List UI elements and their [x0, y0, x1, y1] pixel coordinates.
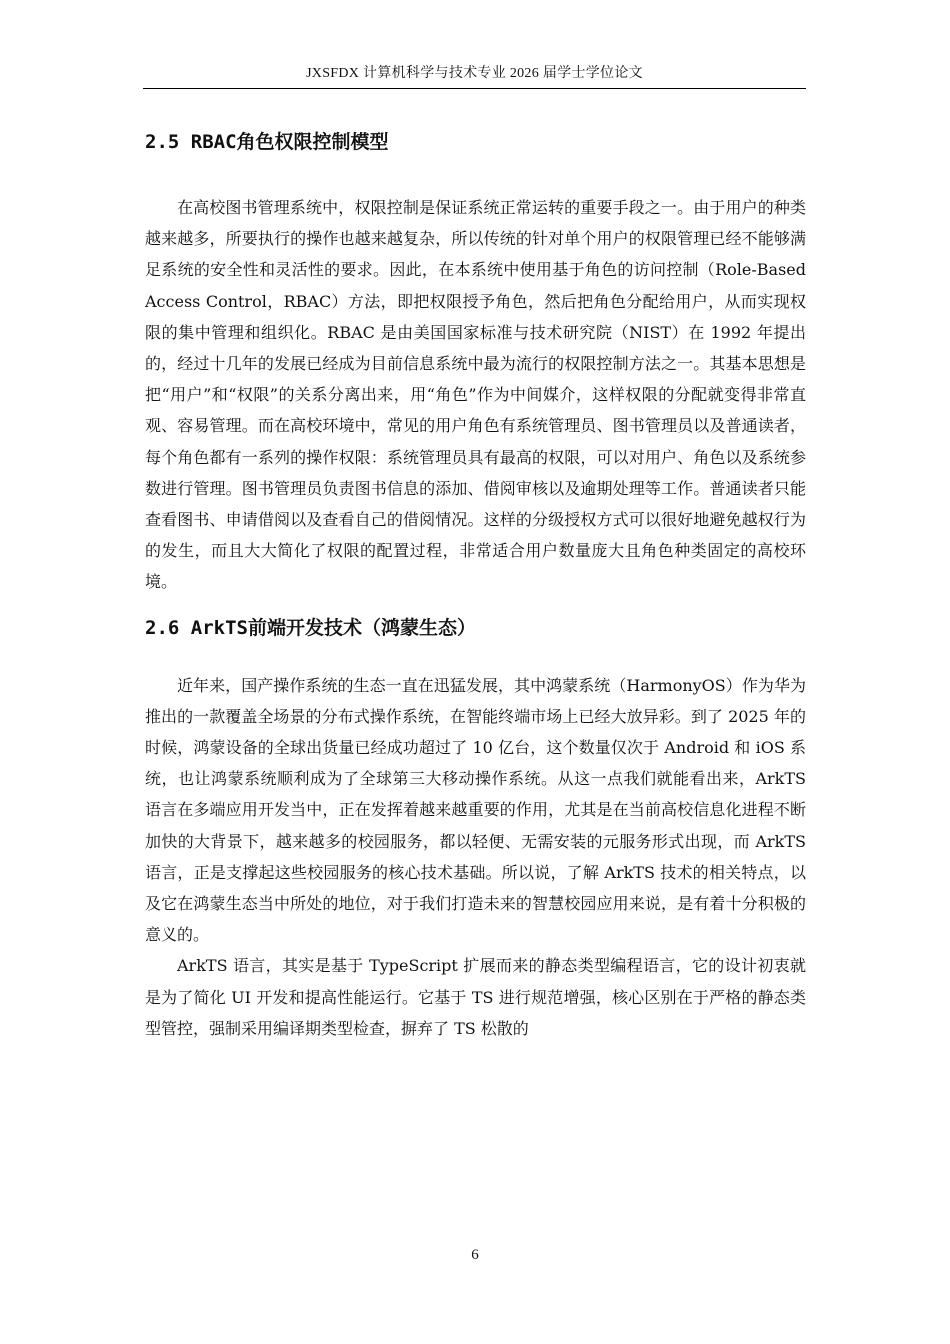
paragraph-rbac: 在高校图书管理系统中，权限控制是保证系统正常运转的重要手段之一。由于用户的种类越来越多，所要执行的操作也越来越复杂，所以传统的针对单个用户的权限管理已经不能够满足系统的安全性和灵活性的要求。因此，在本系统中使用基于角色的访问控制（Role-Based Access Control，RBAC）方法，即把权限授予角色，然后把角色分配给用户，从而实现权限的集中管理和组织化。RBAC 是由美国国家标准与技术研究院（NIST）在 1992 年提出的，经过十几年的发展已经成为目前信息系统中最为流行的权限控制方法之一。其基本思想是把“用户”和“权限”的关系分离出来，用“角色”作为中间媒介，这样权限的分配就变得非常直观、容易管理。而在高校环境中，常见的用户角色有系统管理员、图书管理员以及普通读者，每个角色都有一系列的操作权限：系统管理员具有最高的权限，可以对用户、角色以及系统参数进行管理。图书管理员负责图书信息的添加、借阅审核以及逾期处理等工作。普通读者只能查看图书、申请借阅以及查看自己的借阅情况。这样的分级授权方式可以很好地避免越权行为的发生，而且大大简化了权限的配置过程，非常适合用户数量庞大且角色种类固定的高校环境。 — [145, 198, 806, 592]
page-number: 6 — [471, 1247, 479, 1263]
paragraph-harmonyos: 近年来，国产操作系统的生态一直在迅猛发展，其中鸿蒙系统（HarmonyOS）作为华为推出的一款覆盖全场景的分布式操作系统，在智能终端市场上已经大放异彩。到了 2025 年的时候，鸿蒙设备的全球出货量已经成功超过了 10 亿台，这个数量仅次于 Android 和 iOS 系统，也让鸿蒙系统顺利成为了全球第三大移动操作系统。从这一点我们就能看出来，ArkTS 语言在多端应用开发当中，正在发挥着越来越重要的作用，尤其是在当前高校信息化进程不断加快的大背景下，越来越多的校园服务，都以轻便、无需安装的元服务形式出现，而 ArkTS 语言，正是支撑起这些校园服务的核心技术基础。所以说，了解 ArkTS 技术的相关特点，以及它在鸿蒙生态当中所处的地位，对于我们打造未来的智慧校园应用来说，是有着十分积极的意义的。 — [145, 675, 806, 945]
header-title: JXSFDX 计算机科学与技术专业 2026 届学士学位论文 — [306, 66, 643, 81]
section-heading-2-5: 2.5 RBAC角色权限控制模型 — [145, 131, 389, 153]
page-header — [143, 62, 806, 89]
body-text — [145, 108, 806, 1044]
paragraph-arkts: ArkTS 语言，其实是基于 TypeScript 扩展而来的静态类型编程语言，它的设计初衷就是为了简化 UI 开发和提高性能运行。它基于 TS 进行规范增强，核心区别在于严格的静态类型管控，强制采用编译期类型检查，摒弃了 TS 松散的 — [145, 956, 806, 1038]
section-heading-2-6: 2.6 ArkTS前端开发技术（鸿蒙生态） — [145, 616, 476, 639]
